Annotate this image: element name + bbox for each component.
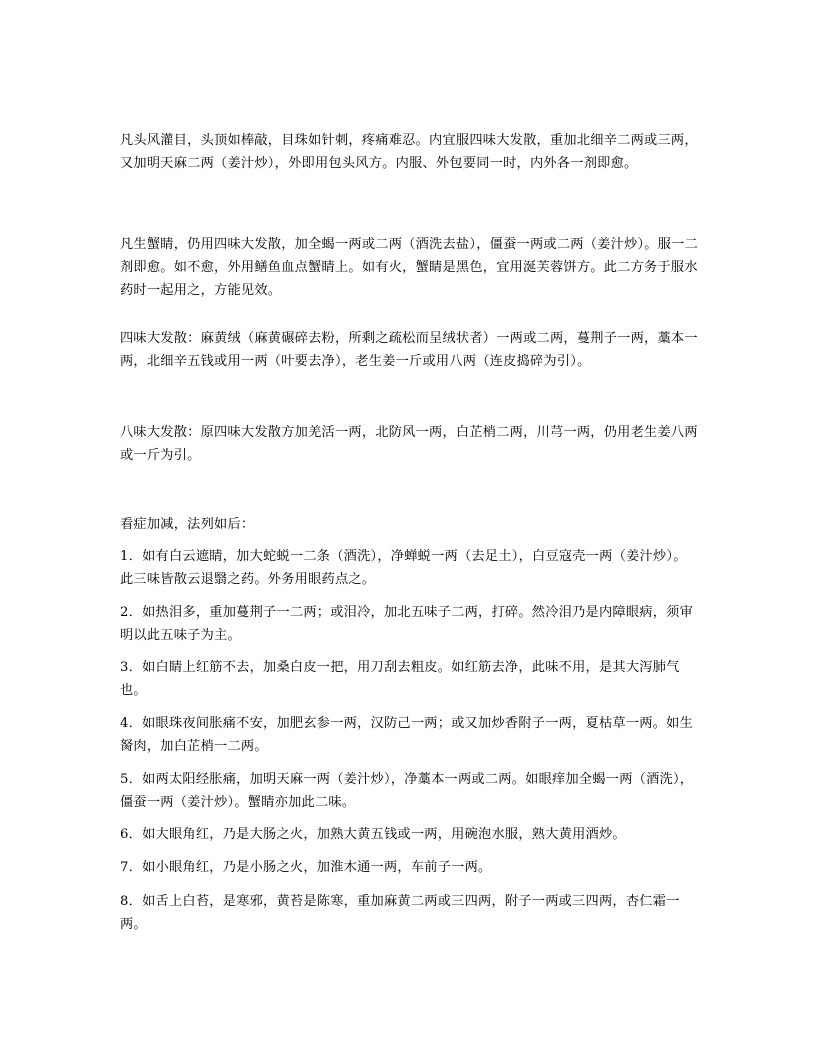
list-item-8: 8．如舌上白苔，是寒邪，黄苔是陈寒，重加麻黄二两或三四两，附子一两或三四两，杏仁霜一两。	[120, 894, 680, 932]
paragraph-crab-eye: 凡生蟹睛，仍用四味大发散，加全蝎一两或二两（酒洗去盐），僵蚕一两或二两（姜汁炒）。服一二剂即愈。如不愈，外用鳝鱼血点蟹睛上。如有火，蟹睛是黑色，宜用涎芙蓉饼方。此二方务于服水药时一起用之，方能见效。	[120, 237, 699, 298]
list-item-7: 7．如小眼角红，乃是小肠之火，加淮木通一两，车前子一两。	[120, 860, 492, 875]
list-item-6: 6．如大眼角红，乃是大肠之火，加熟大黄五钱或一两，用碗泡水服，熟大黄用酒炒。	[120, 827, 626, 842]
list-item-2: 2．如热泪多，重加蔓荆子一二两；或泪冷，加北五味子二两，打碎。然冷泪乃是内障眼病，须审明以此五味子为主。	[120, 605, 694, 643]
list-item-4: 4．如眼珠夜间胀痛不安，加肥玄参一两，汉防己一两；或又加炒香附子一两，夏枯草一两。如生胬肉，加白芷梢一二两。	[120, 716, 694, 754]
list-item-1: 1．如有白云遮睛，加大蛇蜕一二条（酒洗），净蝉蜕一两（去足土），白豆寇壳一两（姜汁炒）。此三味皆散云退翳之药。外务用眼药点之。	[120, 549, 687, 587]
paragraph-eight-herb-formula: 八味大发散：原四味大发散方加羌活一两，北防风一两，白芷梢二两，川芎一两，仍用老生姜八两或一斤为引。	[120, 425, 698, 463]
paragraph-head-wind: 凡头风灌目，头顶如棒敲，目珠如针刺，疼痛难忍。内宜服四味大发散，重加北细辛二两或三两，又加明天麻二两（姜汁炒），外即用包头风方。内服、外包要同一时，内外各一剂即愈。	[120, 133, 698, 171]
list-item-5: 5．如两太阳经胀痛，加明天麻一两（姜汁炒），净藁本一两或二两。如眼痒加全蝎一两（酒洗），僵蚕一两（姜汁炒）。蟹睛亦加此二味。	[120, 772, 694, 810]
paragraph-modifications-intro: 看症加减，法列如后：	[120, 517, 255, 532]
list-item-3: 3．如白睛上红筋不去，加桑白皮一把，用刀刮去粗皮。如红筋去净，此味不用，是其大泻肺气也。	[120, 660, 680, 698]
paragraph-four-herb-formula: 四味大发散：麻黄绒（麻黄碾碎去粉，所剩之疏松而呈绒状者）一两或二两，蔓荆子一两，藁本一两，北细辛五钱或用一两（叶要去净），老生姜一斤或用八两（连皮捣碎为引）。	[120, 331, 698, 369]
